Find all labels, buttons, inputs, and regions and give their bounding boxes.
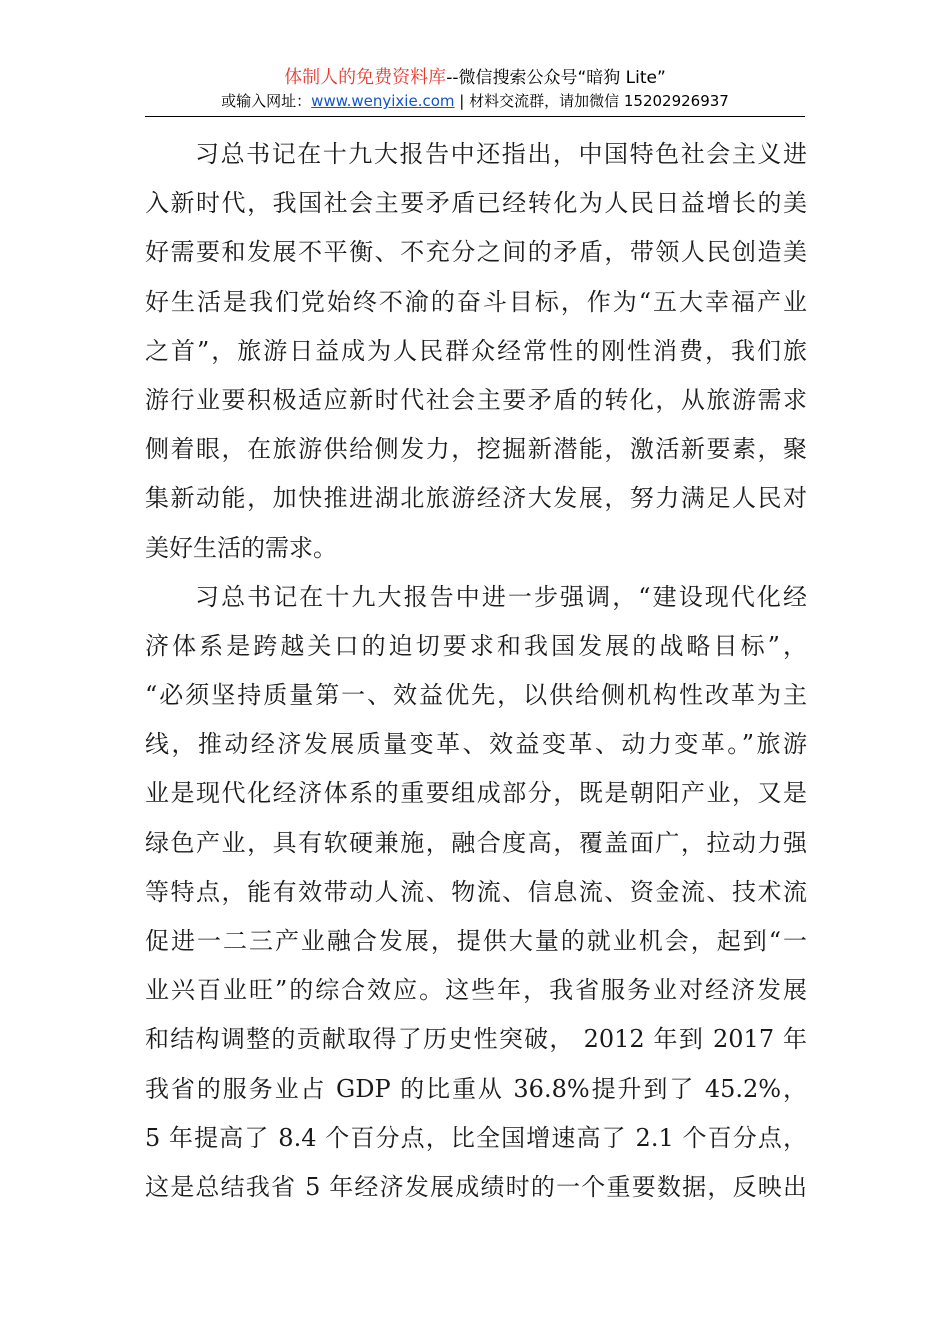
paragraph-line: 济体系是跨越关口的迫切要求和我国发展的战略目标”， <box>145 631 807 660</box>
paragraph-line: 之首”，旅游日益成为人民群众经常性的刚性消费，我们旅 <box>145 336 807 365</box>
paragraph-line: 这是总结我省 5 年经济发展成绩时的一个重要数据，反映出 <box>145 1172 807 1201</box>
paragraph-line: 和结构调整的贡献取得了历史性突破， 2012 年到 2017 年 <box>145 1025 807 1054</box>
page-header <box>145 66 805 112</box>
paragraph-line: 好需要和发展不平衡、不充分之间的矛盾，带领人民创造美 <box>145 238 807 267</box>
paragraph-line: 侧着眼，在旅游供给侧发力，挖掘新潜能，激活新要素，聚 <box>145 435 807 464</box>
paragraph-line: 集新动能，加快推进湖北旅游经济大发展，努力满足人民对 <box>145 484 807 513</box>
header-divider <box>145 116 805 117</box>
paragraph-line: 习总书记在十九大报告中还指出，中国特色社会主义进 <box>195 140 807 168</box>
header-line-1 <box>145 66 805 90</box>
body-text <box>145 130 807 1212</box>
paragraph-line: 业是现代化经济体系的重要组成部分，既是朝阳产业，又是 <box>145 779 807 808</box>
paragraph-line: 我省的服务业占 GDP 的比重从 36.8%提升到了 45.2%， <box>145 1074 807 1103</box>
paragraph-line: 游行业要积极适应新时代社会主要矛盾的转化，从旅游需求 <box>145 385 807 414</box>
paragraph-line: 好生活是我们党始终不渝的奋斗目标，作为“五大幸福产业 <box>145 287 807 316</box>
header-tagline: --微信搜索公众号“暗狗 Lite” <box>446 68 666 88</box>
paragraph-line: 促进一二三产业融合发展，提供大量的就业机会，起到“一 <box>145 927 807 955</box>
paragraph-line: 等特点，能有效带动人流、物流、信息流、资金流、技术流 <box>145 877 807 906</box>
header-contact: 材料交流群，请加微信 15202926937 <box>469 92 729 110</box>
header-separator: | <box>454 92 470 110</box>
paragraph-line: 5 年提高了 8.4 个百分点，比全国增速高了 2.1 个百分点， <box>145 1123 807 1152</box>
header-line-2 <box>145 90 805 112</box>
header-website-link[interactable]: www.wenyixie.com <box>311 92 455 110</box>
paragraph-line: 绿色产业，具有软硬兼施，融合度高，覆盖面广，拉动力强 <box>145 828 807 857</box>
paragraph-line: 业兴百业旺”的综合效应。这些年，我省服务业对经济发展 <box>145 976 807 1005</box>
paragraph-line: 入新时代，我国社会主要矛盾已经转化为人民日益增长的美 <box>145 189 807 218</box>
paragraph-line: 美好生活的需求。 <box>145 533 337 562</box>
paragraph-line: 线，推动经济发展质量变革、效益变革、动力变革。”旅游 <box>145 730 807 759</box>
header-brand: 体制人的免费资料库 <box>284 67 447 88</box>
paragraph-line: 习总书记在十九大报告中进一步强调，“建设现代化经 <box>195 582 807 611</box>
paragraph-line: “必须坚持质量第一、效益优先，以供给侧机构性改革为主 <box>145 681 807 710</box>
header-url-prefix: 或输入网址： <box>221 92 312 110</box>
